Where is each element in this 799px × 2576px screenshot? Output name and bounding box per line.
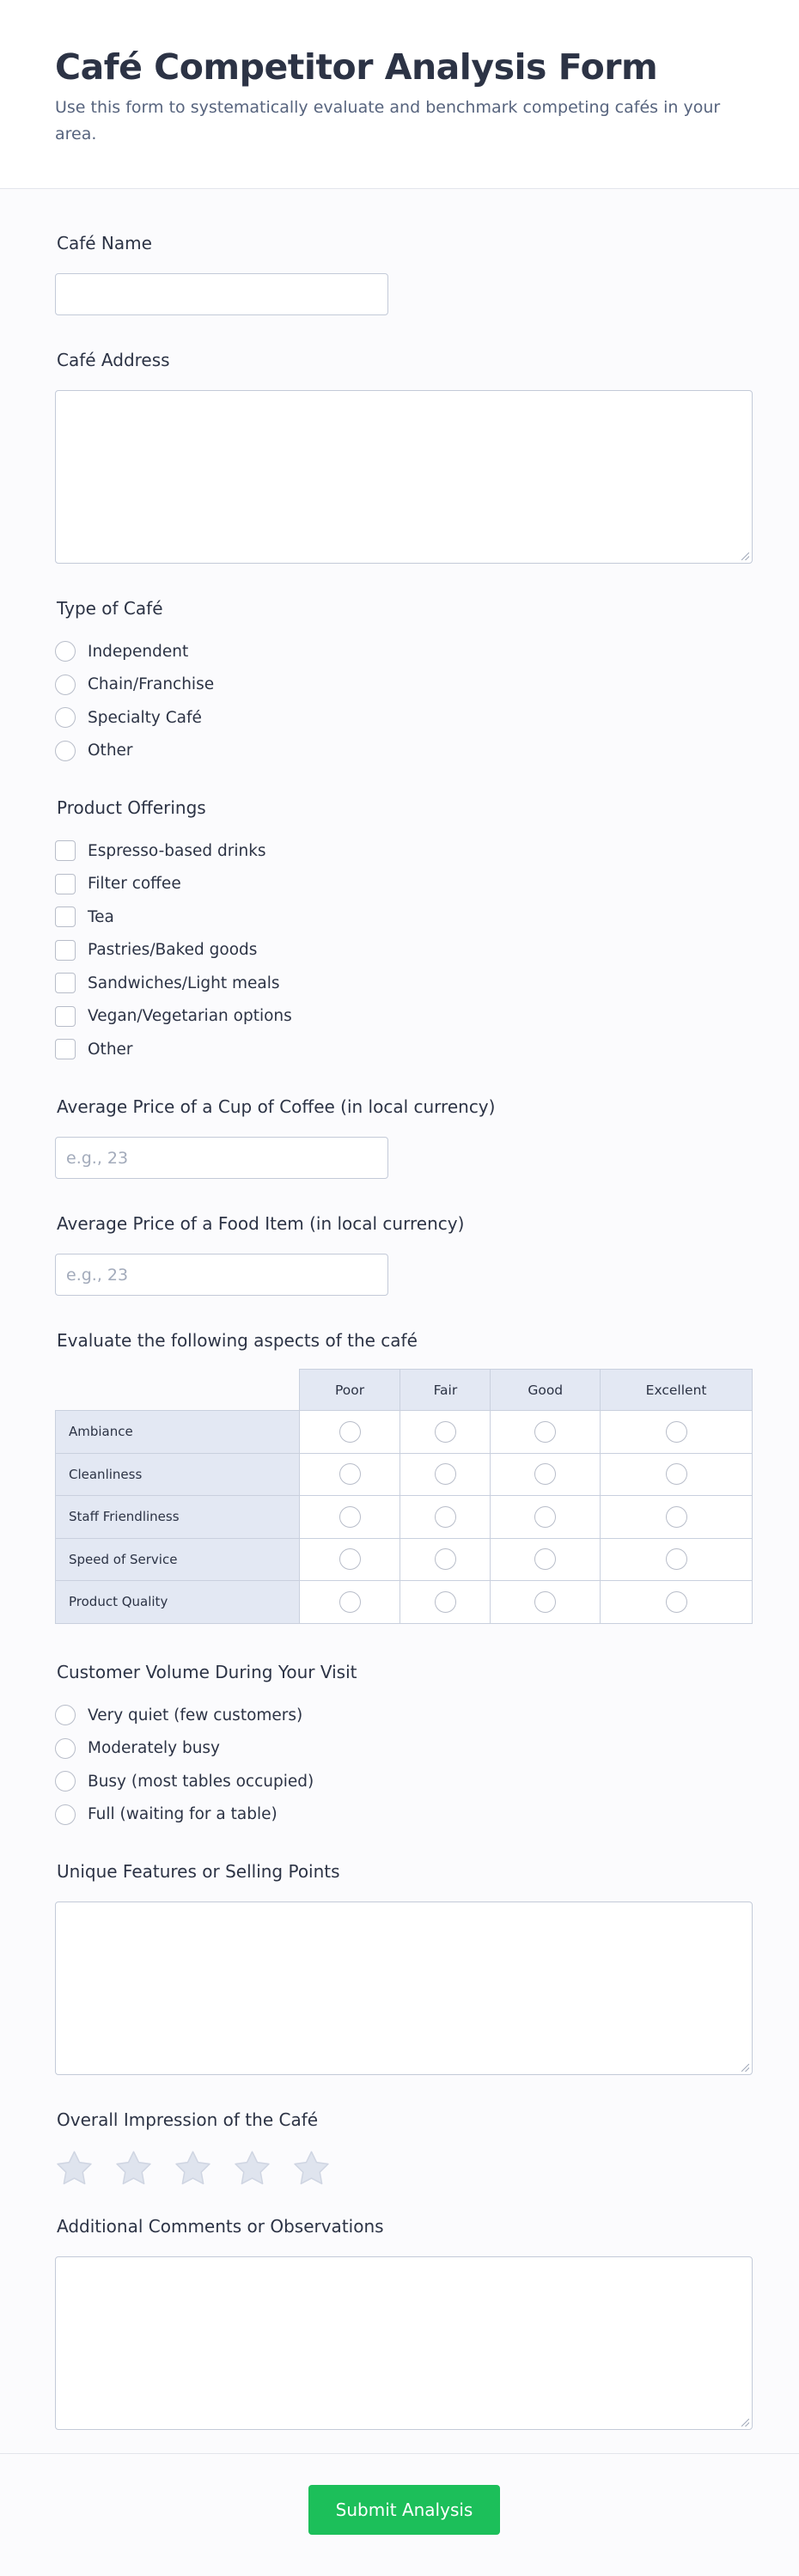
star-icon[interactable] xyxy=(174,2150,212,2187)
matrix-row-label: Staff Friendliness xyxy=(56,1496,300,1539)
star-icon[interactable] xyxy=(292,2150,331,2187)
offering-option-espresso[interactable] xyxy=(55,834,753,868)
coffee-price-field xyxy=(55,1096,753,1179)
form-footer xyxy=(0,2453,799,2576)
option-label: Vegan/Vegetarian options xyxy=(88,1007,292,1026)
cafe-name-field xyxy=(55,232,753,315)
cafe-type-option-independent[interactable] xyxy=(55,635,753,668)
cafe-address-label: Café Address xyxy=(57,350,170,370)
radio-button[interactable] xyxy=(55,675,76,695)
cafe-type-option-other[interactable] xyxy=(55,735,753,768)
checkbox[interactable] xyxy=(55,1039,76,1059)
resize-handle[interactable] xyxy=(741,2064,749,2072)
evaluation-matrix xyxy=(55,1369,753,1624)
radio-button[interactable] xyxy=(55,707,76,728)
matrix-radio[interactable] xyxy=(339,1421,361,1443)
product-offerings-label: Product Offerings xyxy=(57,797,206,818)
radio-button[interactable] xyxy=(55,1804,76,1825)
matrix-column-header: Poor xyxy=(299,1370,400,1411)
matrix-radio[interactable] xyxy=(534,1591,556,1613)
cafe-type-option-specialty[interactable] xyxy=(55,701,753,735)
star-icon[interactable] xyxy=(114,2150,153,2187)
offering-option-sandwiches[interactable] xyxy=(55,967,753,1000)
offering-option-pastries[interactable] xyxy=(55,934,753,968)
evaluation-field xyxy=(55,1329,753,1624)
cafe-type-label: Type of Café xyxy=(57,598,163,619)
checkbox[interactable] xyxy=(55,940,76,961)
food-price-field xyxy=(55,1212,753,1296)
submit-button[interactable]: Submit Analysis xyxy=(308,2485,500,2535)
matrix-radio[interactable] xyxy=(666,1463,687,1485)
option-label: Chain/Franchise xyxy=(88,675,215,694)
matrix-column-header: Good xyxy=(491,1370,601,1411)
additional-comments-textarea[interactable] xyxy=(55,2256,753,2430)
matrix-radio[interactable] xyxy=(534,1421,556,1443)
coffee-price-label: Average Price of a Cup of Coffee (in local currency) xyxy=(57,1096,496,1117)
matrix-row-label: Product Quality xyxy=(56,1581,300,1624)
unique-features-label: Unique Features or Selling Points xyxy=(57,1861,340,1882)
unique-features-field xyxy=(55,1860,753,2075)
option-label: Pastries/Baked goods xyxy=(88,941,258,960)
option-label: Other xyxy=(88,1040,133,1059)
resize-handle[interactable] xyxy=(741,552,749,560)
matrix-column-header: Excellent xyxy=(601,1370,753,1411)
volume-option-busy[interactable] xyxy=(55,1765,753,1798)
matrix-radio[interactable] xyxy=(666,1506,687,1528)
evaluation-label: Evaluate the following aspects of the café xyxy=(57,1330,418,1351)
customer-volume-field xyxy=(55,1661,753,1831)
radio-button[interactable] xyxy=(55,641,76,662)
matrix-row-speed-of-service xyxy=(56,1538,753,1581)
matrix-radio[interactable] xyxy=(534,1548,556,1570)
volume-option-moderately-busy[interactable] xyxy=(55,1732,753,1766)
radio-button[interactable] xyxy=(55,1705,76,1725)
matrix-row-staff-friendliness xyxy=(56,1496,753,1539)
option-label: Full (waiting for a table) xyxy=(88,1805,278,1824)
cafe-type-option-chain[interactable] xyxy=(55,668,753,702)
star-icon[interactable] xyxy=(55,2150,94,2187)
option-label: Busy (most tables occupied) xyxy=(88,1772,314,1791)
volume-option-very-quiet[interactable] xyxy=(55,1699,753,1732)
cafe-address-field xyxy=(55,349,753,564)
option-label: Very quiet (few customers) xyxy=(88,1706,303,1724)
option-label: Moderately busy xyxy=(88,1739,221,1758)
overall-impression-field xyxy=(55,2109,753,2187)
option-label: Other xyxy=(88,742,133,760)
cafe-name-input[interactable] xyxy=(55,273,388,315)
matrix-radio[interactable] xyxy=(666,1548,687,1570)
coffee-price-input[interactable]: e.g., 23 xyxy=(55,1137,388,1179)
form-header xyxy=(0,0,799,189)
matrix-radio[interactable] xyxy=(339,1506,361,1528)
matrix-radio[interactable] xyxy=(666,1591,687,1613)
volume-option-full[interactable] xyxy=(55,1798,753,1832)
matrix-radio[interactable] xyxy=(339,1463,361,1485)
overall-impression-label: Overall Impression of the Café xyxy=(57,2109,319,2130)
matrix-radio[interactable] xyxy=(666,1421,687,1443)
matrix-radio[interactable] xyxy=(339,1591,361,1613)
form-subtitle: Use this form to systematically evaluate and benchmark competing cafés in your area. xyxy=(55,98,721,143)
matrix-column-header: Fair xyxy=(400,1370,491,1411)
matrix-radio[interactable] xyxy=(339,1548,361,1570)
option-label: Sandwiches/Light meals xyxy=(88,974,280,992)
radio-button[interactable] xyxy=(55,1738,76,1759)
checkbox[interactable] xyxy=(55,973,76,993)
food-price-label: Average Price of a Food Item (in local currency) xyxy=(57,1213,465,1234)
star-icon[interactable] xyxy=(233,2150,271,2187)
radio-button[interactable] xyxy=(55,1771,76,1792)
customer-volume-label: Customer Volume During Your Visit xyxy=(57,1662,357,1682)
checkbox[interactable] xyxy=(55,874,76,894)
option-label: Tea xyxy=(88,907,114,926)
option-label: Specialty Café xyxy=(88,708,202,727)
matrix-radio[interactable] xyxy=(435,1463,456,1485)
matrix-radio[interactable] xyxy=(435,1421,456,1443)
option-label: Espresso-based drinks xyxy=(88,841,266,860)
checkbox[interactable] xyxy=(55,1006,76,1027)
offering-option-other[interactable] xyxy=(55,1033,753,1066)
matrix-row-ambiance xyxy=(56,1411,753,1454)
matrix-row-product-quality xyxy=(56,1581,753,1624)
additional-comments-field xyxy=(55,2215,753,2430)
unique-features-textarea[interactable] xyxy=(55,1901,753,2075)
matrix-row-cleanliness xyxy=(56,1453,753,1496)
offering-option-vegan[interactable] xyxy=(55,1000,753,1034)
matrix-row-label: Ambiance xyxy=(56,1411,300,1454)
radio-button[interactable] xyxy=(55,741,76,761)
star-rating xyxy=(55,2150,753,2187)
matrix-radio[interactable] xyxy=(435,1506,456,1528)
offering-option-filter-coffee[interactable] xyxy=(55,868,753,901)
form-title: Café Competitor Analysis Form xyxy=(55,46,658,88)
checkbox[interactable] xyxy=(55,840,76,861)
matrix-radio[interactable] xyxy=(435,1591,456,1613)
matrix-radio[interactable] xyxy=(435,1548,456,1570)
cafe-name-label: Café Name xyxy=(57,233,152,253)
matrix-radio[interactable] xyxy=(534,1463,556,1485)
option-label: Independent xyxy=(88,642,189,661)
resize-handle[interactable] xyxy=(741,2419,749,2426)
food-price-input[interactable]: e.g., 23 xyxy=(55,1254,388,1296)
offering-option-tea[interactable] xyxy=(55,900,753,934)
additional-comments-label: Additional Comments or Observations xyxy=(57,2216,384,2237)
checkbox[interactable] xyxy=(55,906,76,927)
cafe-address-textarea[interactable] xyxy=(55,390,753,564)
cafe-type-field xyxy=(55,597,753,767)
matrix-row-label: Cleanliness xyxy=(56,1453,300,1496)
matrix-row-label: Speed of Service xyxy=(56,1538,300,1581)
matrix-corner xyxy=(56,1370,300,1411)
option-label: Filter coffee xyxy=(88,875,181,894)
matrix-radio[interactable] xyxy=(534,1506,556,1528)
product-offerings-field xyxy=(55,797,753,1066)
